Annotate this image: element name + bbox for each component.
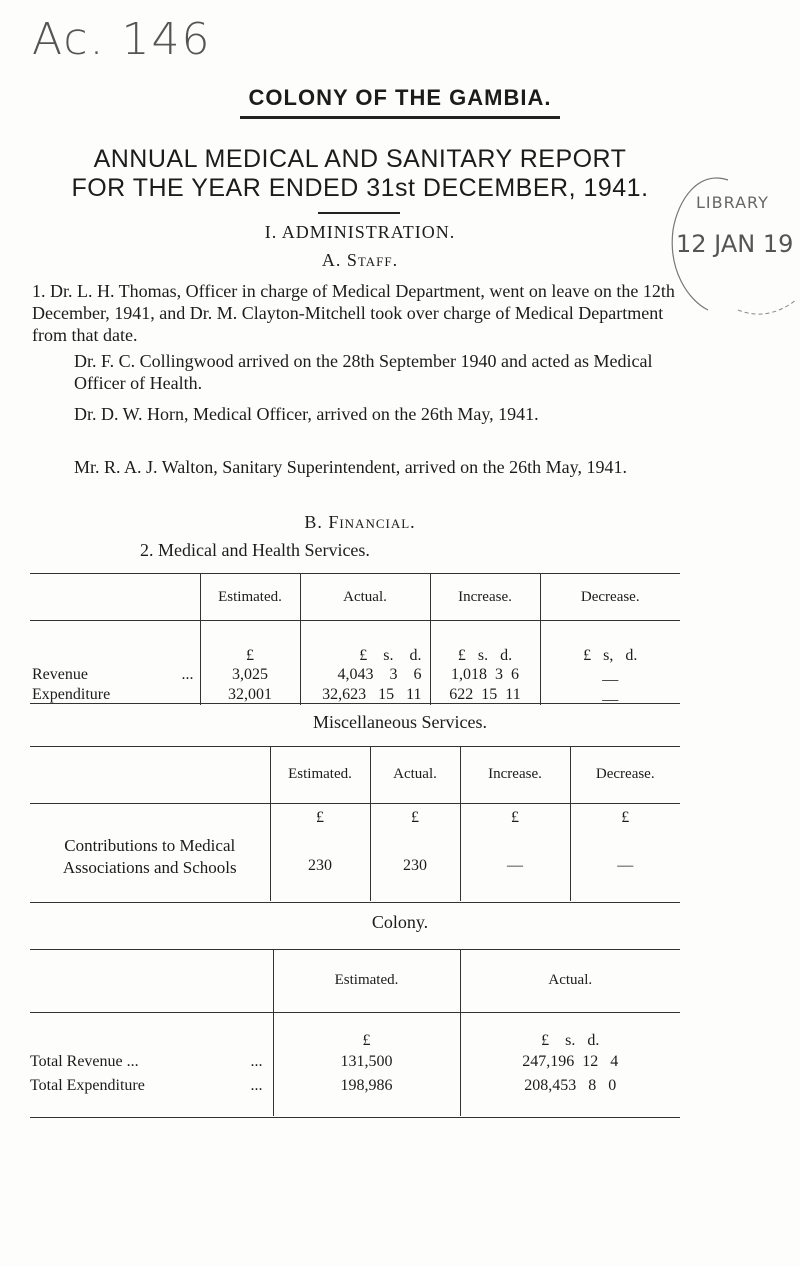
handwritten-accession-note: Ac. 146 — [32, 14, 212, 65]
unit-cell: £ — [570, 803, 680, 833]
unit-cell: £ s, d. — [540, 621, 680, 665]
row-label-line-1: Contributions to Medical — [64, 836, 236, 855]
table-row — [30, 1050, 680, 1074]
paragraph-3: Dr. D. W. Horn, Medical Officer, arrived on the 26th May, 1941. — [74, 404, 539, 424]
row-label-line-2: Associations and Schools — [62, 858, 237, 877]
cell-increase: 622 15 11 — [430, 685, 540, 705]
col-header-increase: Increase. — [460, 747, 570, 803]
cell-increase: 1,018 3 6 — [430, 665, 540, 685]
unit-cell: £ — [370, 803, 460, 833]
unit-cell: £ s. d. — [460, 1012, 680, 1050]
cell-actual: 32,623 15 11 — [300, 685, 430, 705]
table-row — [30, 833, 680, 901]
unit-cell: £ s. d. — [300, 621, 430, 665]
report-title-line-2: FOR THE YEAR ENDED 31st DECEMBER, 1941. — [71, 174, 649, 202]
colony-totals-table — [30, 950, 680, 1116]
cell-estimated: 32,001 — [200, 685, 300, 705]
table3-bottom-rule — [30, 1117, 680, 1118]
cell-decrease: __ — [540, 685, 680, 705]
report-title — [60, 145, 660, 203]
table-row — [30, 665, 680, 685]
section-financial: B. Financial. — [304, 512, 416, 532]
table2-bottom-rule — [30, 902, 680, 903]
stamp-arc-lower — [738, 300, 796, 314]
table-units-row — [30, 1012, 680, 1050]
row-label: Expenditure — [32, 685, 111, 703]
subsection-staff: A. Staff. — [321, 250, 399, 270]
table-units-row — [30, 803, 680, 833]
unit-cell: £ s. d. — [430, 621, 540, 665]
cell-actual: 247,196 12 4 — [460, 1050, 680, 1074]
table-header-row — [30, 574, 680, 621]
unit-cell: £ — [200, 621, 300, 665]
misc-services-table — [30, 747, 680, 901]
paragraph-2: Dr. F. C. Collingwood arrived on the 28th September 1940 and acted as Medical Officer of Health. — [74, 351, 653, 393]
col-header-decrease: Decrease. — [540, 574, 680, 621]
col-header-actual: Actual. — [460, 950, 680, 1012]
subsection-medical-health: 2. Medical and Health Services. — [140, 540, 370, 560]
paragraph-4: Mr. R. A. J. Walton, Sanitary Superintendent, arrived on the 26th May, 1941. — [74, 457, 627, 477]
section-administration: I. ADMINISTRATION. — [264, 222, 456, 242]
col-header-estimated: Estimated. — [273, 950, 460, 1012]
col-header-estimated: Estimated. — [200, 574, 300, 621]
caption-colony: Colony. — [371, 912, 429, 932]
row-label: Revenue — [32, 665, 88, 683]
cell-estimated: 131,500 — [273, 1050, 460, 1074]
title-underline — [318, 212, 400, 214]
cell-decrease: — — [570, 833, 680, 901]
unit-cell: £ — [273, 1012, 460, 1050]
cell-actual: 230 — [370, 833, 460, 901]
row-label: Total Revenue ... — [30, 1053, 139, 1070]
cell-estimated: 198,986 — [273, 1074, 460, 1098]
library-stamp — [668, 160, 798, 330]
stamp-text-date: 12 JAN 19 — [676, 230, 794, 258]
cell-estimated: 230 — [270, 833, 370, 901]
medical-services-table — [30, 574, 680, 705]
colony-heading: COLONY OF THE GAMBIA. — [248, 85, 552, 110]
table1-bottom-rule — [30, 703, 680, 704]
table-header-row — [30, 950, 680, 1012]
table-row — [30, 685, 680, 705]
cell-decrease: __ — [540, 665, 680, 685]
report-title-line-1: ANNUAL MEDICAL AND SANITARY REPORT — [93, 145, 627, 173]
cell-actual: 208,453 8 0 — [460, 1074, 680, 1098]
row-dots: ... — [250, 1053, 263, 1070]
table-header-row — [30, 747, 680, 803]
row-dots: ... — [250, 1077, 263, 1094]
heading-underline — [240, 116, 560, 119]
col-header-decrease: Decrease. — [570, 747, 680, 803]
unit-cell: £ — [460, 803, 570, 833]
table-units-row — [30, 621, 680, 665]
col-header-actual: Actual. — [370, 747, 460, 803]
cell-estimated: 3,025 — [200, 665, 300, 685]
col-header-actual: Actual. — [300, 574, 430, 621]
col-header-increase: Increase. — [430, 574, 540, 621]
paragraph-1: 1. Dr. L. H. Thomas, Officer in charge of Medical Department, went on leave on the 12th December, 1941, and Dr. M. Clayton-Mitchell took over charge of Medical Department from that date. — [32, 281, 675, 345]
cell-increase: — — [460, 833, 570, 901]
unit-cell: £ — [270, 803, 370, 833]
cell-actual: 4,043 3 6 — [300, 665, 430, 685]
col-header-estimated: Estimated. — [270, 747, 370, 803]
row-label: Total Expenditure — [30, 1077, 145, 1094]
caption-miscellaneous-services: Miscellaneous Services. — [313, 712, 487, 732]
stamp-text-library: LIBRARY — [696, 193, 769, 212]
table-row — [30, 1074, 680, 1098]
row-dots: ... — [181, 665, 194, 683]
